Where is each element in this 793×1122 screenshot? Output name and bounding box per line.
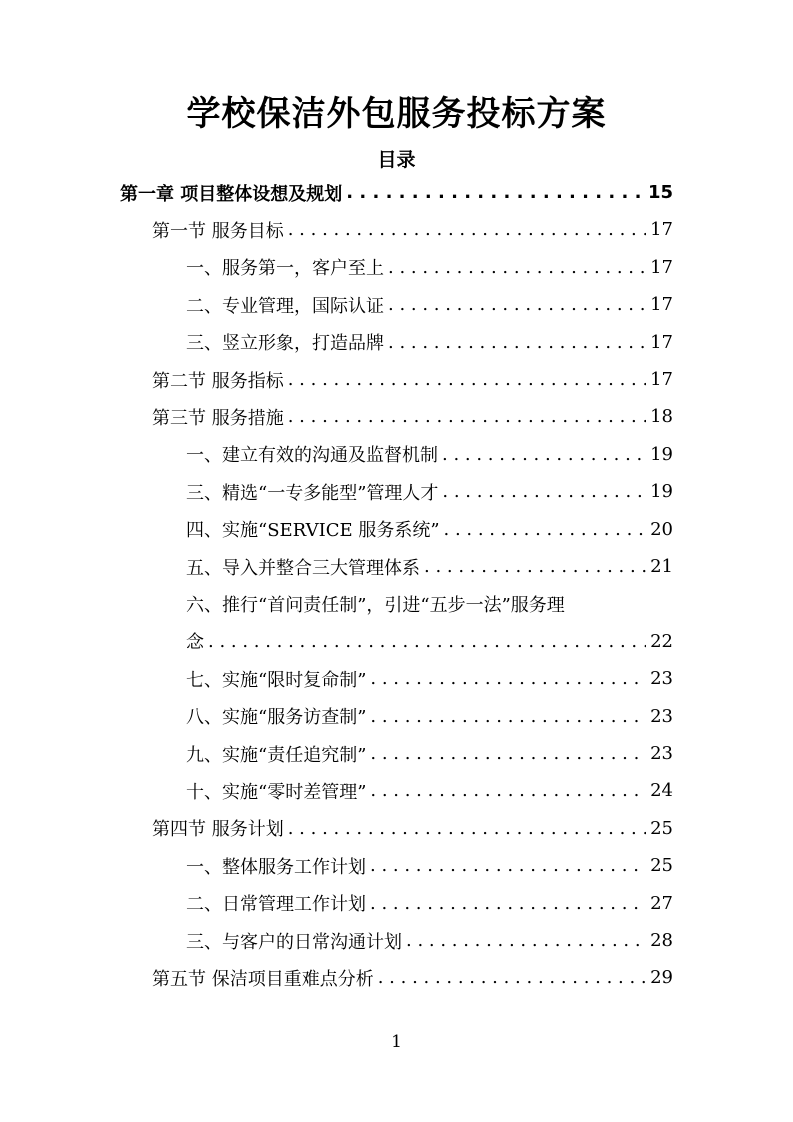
toc-entry-label: 一、整体服务工作计划 (186, 856, 366, 878)
toc-entry-label: 七、实施“限时复命制” (186, 669, 367, 691)
toc-entry-label: 三、与客户的日常沟通计划 (186, 931, 402, 953)
toc-entry[interactable] (186, 548, 673, 585)
toc-leader-dots (444, 519, 647, 540)
toc-entry-page: 15 (647, 182, 673, 203)
toc-leader-dots (370, 780, 646, 801)
toc-entry-label: 九、实施“责任追究制” (186, 744, 367, 766)
document-title: 学校保洁外包服务投标方案 (186, 94, 607, 134)
toc-entry[interactable] (186, 249, 673, 286)
toc-leader-dots (288, 219, 646, 240)
toc-entry[interactable] (186, 660, 673, 697)
toc-leader-dots (406, 930, 646, 951)
toc-entry-label: 八、实施“服务访查制” (186, 707, 367, 729)
toc-entry-page: 17 (650, 256, 673, 278)
toc-entry[interactable] (186, 735, 673, 772)
toc-entry[interactable] (186, 436, 673, 473)
toc-leader-dots (288, 406, 646, 427)
toc-entry[interactable] (186, 885, 673, 922)
toc-entry-label: 四、实施“SERVICE 服务系统” (186, 520, 440, 542)
toc-entry-label: 第二节 服务指标 (152, 370, 284, 392)
toc-entry-page: 25 (650, 855, 673, 877)
toc-leader-dots (288, 369, 646, 390)
toc-entry[interactable] (186, 585, 673, 622)
toc-entry[interactable] (186, 623, 673, 660)
toc-leader-dots (442, 444, 646, 465)
toc-entry-page: 17 (650, 331, 673, 353)
toc-entry[interactable] (186, 772, 673, 809)
toc-entry-page: 23 (650, 705, 673, 727)
toc-entry-page: 17 (650, 294, 673, 316)
toc-leader-dots (370, 706, 646, 727)
toc-entry-label: 第三节 服务措施 (152, 407, 284, 429)
toc-entry-page: 20 (650, 518, 673, 540)
toc-entry[interactable] (152, 810, 673, 847)
toc-entry-page: 25 (650, 817, 673, 839)
toc-leader-dots (442, 481, 646, 502)
toc-entry-page: 29 (650, 967, 673, 989)
toc-heading: 目录 (377, 149, 416, 171)
toc-entry-page: 18 (650, 406, 673, 428)
toc-entry-page: 19 (650, 443, 673, 465)
toc-entry-label: 六、推行“首问责任制”，引进“五步一法”服务理 (186, 594, 565, 616)
toc-entry-page: 24 (650, 780, 673, 802)
toc-leader-dots (388, 332, 646, 353)
toc-leader-dots (370, 743, 646, 764)
toc-entry-label: 二、专业管理，国际认证 (186, 295, 384, 317)
toc-entry-label: 第五节 保洁项目重难点分析 (152, 968, 374, 990)
toc-entry[interactable] (186, 698, 673, 735)
toc-leader-dots (388, 257, 646, 278)
toc-entry-page: 19 (650, 481, 673, 503)
toc-entry-page: 27 (650, 892, 673, 914)
toc-entry[interactable] (186, 286, 673, 323)
toc-entry-label: 十、实施“零时差管理” (186, 781, 367, 803)
toc-leader-dots (370, 855, 646, 876)
toc-entry-label: 三、竖立形象，打造品牌 (186, 333, 384, 355)
toc-entry-label: 二、日常管理工作计划 (186, 894, 366, 916)
toc-entry-label: 第一节 服务目标 (152, 220, 284, 242)
toc-entry-label: 五、导入并整合三大管理体系 (186, 557, 420, 579)
toc-entry[interactable] (186, 511, 673, 548)
toc-entry[interactable] (186, 847, 673, 884)
toc-entry[interactable] (152, 211, 673, 248)
toc-leader-dots (424, 556, 646, 577)
toc-entry-page: 17 (650, 219, 673, 241)
toc-leader-dots (370, 893, 646, 914)
toc-entry-page: 23 (650, 668, 673, 690)
toc-entry-page: 28 (650, 930, 673, 951)
toc-entry[interactable] (152, 959, 673, 996)
toc-entry-page: 22 (650, 630, 673, 652)
toc-leader-dots (208, 631, 646, 652)
toc-entry-label: 三、精选“一专多能型”管理人才 (186, 482, 439, 504)
toc-entry-label: 念 (186, 632, 204, 654)
toc-entry[interactable] (186, 324, 673, 361)
toc-entry[interactable] (152, 361, 673, 398)
toc-entry[interactable] (152, 398, 673, 435)
toc-leader-dots (388, 294, 646, 315)
toc-entry-label: 第一章 项目整体设想及规划 (120, 183, 343, 205)
toc-entry-page: 17 (650, 369, 673, 390)
toc-entry[interactable] (186, 473, 673, 510)
toc-entry-label: 一、建立有效的沟通及监督机制 (186, 445, 438, 467)
toc-entry[interactable] (120, 174, 673, 211)
toc-entry[interactable] (186, 922, 673, 959)
toc-leader-dots (378, 967, 646, 988)
toc-entry-label: 第四节 服务计划 (152, 819, 284, 841)
toc-entry-page: 21 (650, 556, 673, 577)
toc-leader-dots (288, 818, 646, 839)
page-number: 1 (391, 1032, 402, 1052)
toc-leader-dots (346, 182, 644, 203)
toc-entry-page: 23 (650, 743, 673, 764)
toc-leader-dots (370, 668, 646, 689)
toc-entry-label: 一、服务第一，客户至上 (186, 258, 384, 280)
